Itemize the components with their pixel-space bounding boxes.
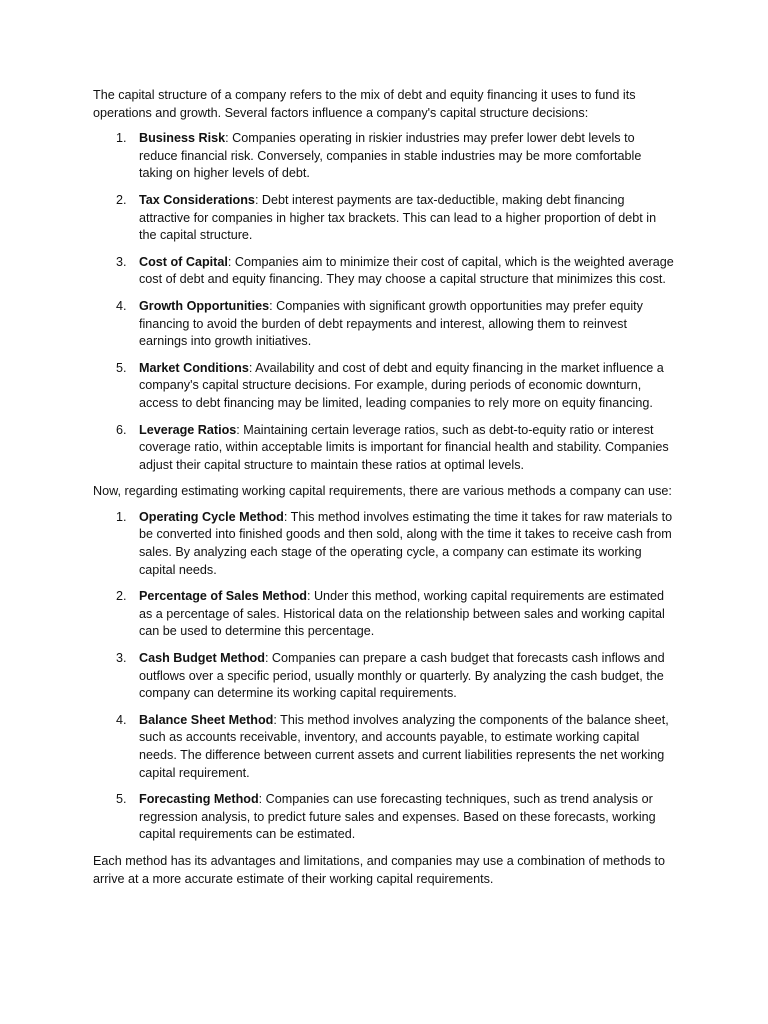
list-number: 2.: [116, 192, 127, 207]
list-number: 4.: [116, 712, 127, 727]
list-number: 1.: [116, 131, 127, 146]
list-item: [93, 791, 675, 844]
list-number: 3.: [116, 651, 127, 666]
list-number: 6.: [116, 422, 127, 437]
list-term: Percentage of Sales Method: [139, 589, 307, 604]
document-page: [93, 87, 675, 896]
list-text: : Companies can use forecasting techniques, such as trend analysis or regression analysis, to predict future sales and expenses. Based on these forecasts, working capital requirements can be estimated.: [139, 792, 656, 842]
list-text: : Maintaining certain leverage ratios, such as debt-to-equity ratio or interest coverage ratio, within acceptable limits is important for financial health and stability. Companies adjust their capital structure to maintain these ratios at optimal levels.: [139, 422, 669, 472]
list-term: Balance Sheet Method: [139, 712, 274, 727]
list-item: [93, 712, 675, 782]
list-number: 5.: [116, 792, 127, 807]
list-text: : Companies with significant growth opportunities may prefer equity financing to avoid the burden of debt repayments and interest, allowing them to reinvest earnings into growth initiatives.: [139, 298, 643, 349]
list-term: Market Conditions: [139, 360, 249, 375]
list-number: 2.: [116, 589, 127, 604]
list-item: [93, 509, 675, 579]
methods-list: [93, 509, 675, 844]
list-item: [93, 650, 675, 703]
list-term: Leverage Ratios: [139, 422, 237, 437]
conclusion-paragraph: Each method has its advantages and limitations, and companies may use a combination of methods to arrive at a more accurate estimate of their working capital requirements.: [93, 853, 665, 886]
list-item: [93, 422, 675, 475]
list-text: : This method involves estimating the time it takes for raw materials to be converted into finished goods and then sold, along with the time it takes to receive cash from sales. By analyzing each stage of the operating cycle, a company can estimate its working capital needs.: [139, 509, 673, 577]
intro-paragraph: The capital structure of a company refers to the mix of debt and equity financing it uses to fund its operations and growth. Several factors influence a company's capital structure decisions:: [93, 88, 636, 120]
list-item: [93, 192, 675, 245]
list-item: [93, 360, 675, 413]
transition-paragraph: Now, regarding estimating working capital requirements, there are various methods a company can use:: [93, 484, 672, 499]
list-number: 5.: [116, 360, 127, 375]
factors-list: [93, 130, 675, 474]
list-text: : Companies operating in riskier industries may prefer lower debt levels to reduce financial risk. Conversely, companies in stable industries may be more comfortable taking on higher levels of debt.: [139, 131, 642, 181]
list-item: [93, 254, 675, 289]
list-text: : Debt interest payments are tax-deductible, making debt financing attractive for companies in higher tax brackets. This can lead to a higher proportion of debt in the capital structure.: [139, 192, 657, 243]
list-item: [93, 588, 675, 641]
list-term: Growth Opportunities: [139, 298, 270, 313]
list-number: 1.: [116, 509, 127, 524]
list-text: : Companies can prepare a cash budget that forecasts cash inflows and outflows over a specific period, usually monthly or quarterly. By analyzing the cash budget, the company can determine its working capital requirements.: [139, 651, 665, 701]
list-text: : Companies aim to minimize their cost of capital, which is the weighted average cost of debt and equity financing. They may choose a capital structure that minimizes this cost.: [139, 254, 674, 287]
list-number: 4.: [116, 298, 127, 313]
list-item: [93, 130, 675, 183]
list-text: : This method involves analyzing the components of the balance sheet, such as accounts receivable, inventory, and accounts payable, to estimate working capital needs. The difference between current assets and current liabilities represents the net working capital requirement.: [139, 712, 669, 780]
list-term: Business Risk: [139, 131, 226, 146]
list-number: 3.: [116, 254, 127, 269]
list-term: Operating Cycle Method: [139, 509, 284, 524]
list-item: [93, 298, 675, 351]
list-term: Tax Considerations: [139, 192, 255, 207]
list-text: : Availability and cost of debt and equity financing in the market influence a company's capital structure decisions. For example, during periods of economic downturn, access to debt financing may be limited, leading companies to rely more on equity financing.: [139, 360, 664, 410]
list-text: : Under this method, working capital requirements are estimated as a percentage of sales. Historical data on the relationship between sales and working capital can be used to determine this percentage.: [139, 589, 665, 639]
list-term: Forecasting Method: [139, 792, 259, 807]
list-term: Cost of Capital: [139, 254, 228, 269]
list-term: Cash Budget Method: [139, 651, 265, 666]
